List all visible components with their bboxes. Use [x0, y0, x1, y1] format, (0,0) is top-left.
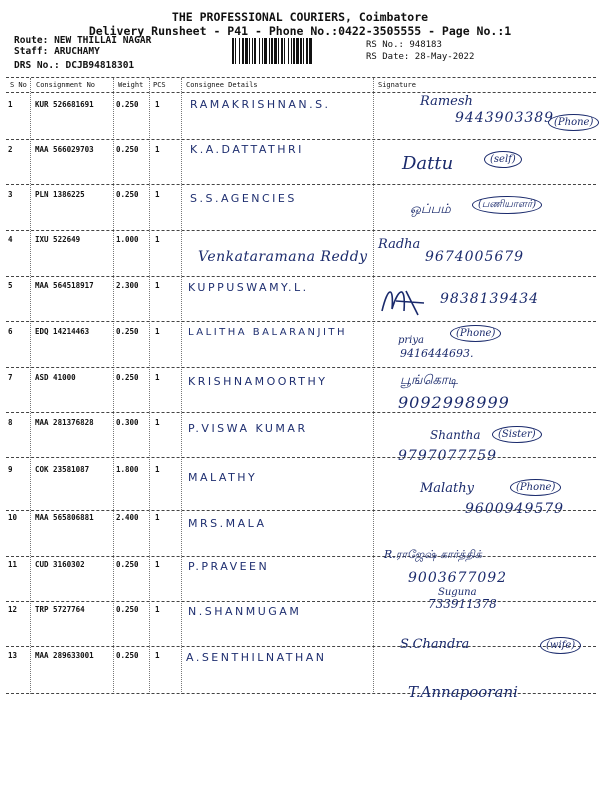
row-phone: 9600949579 [465, 501, 565, 517]
row-weight: 0.250 [116, 145, 139, 154]
row-weight: 0.250 [116, 605, 139, 614]
row-weight: 0.250 [116, 327, 139, 336]
row-phone: 9443903389 [455, 110, 555, 126]
drs-label: DRS No.: [14, 60, 60, 71]
row-weight: 0.250 [116, 651, 139, 660]
row-signature: பூங்கொடி [400, 373, 458, 388]
row-pcs: 1 [155, 513, 160, 522]
table-row [0, 465, 600, 517]
row-note: (self) [484, 151, 522, 168]
row-pcs: 1 [155, 145, 160, 154]
company-title: THE PROFESSIONAL COURIERS, Coimbatore [171, 10, 429, 24]
signature-scribble [378, 281, 430, 321]
row-pcs: 1 [155, 373, 160, 382]
row-signature: Malathy [420, 481, 474, 496]
row-signature: R.ராஜேஷ் கார்த்திக் [384, 548, 482, 561]
row-divider [6, 646, 596, 647]
staff-value: ARUCHAMY [54, 46, 100, 57]
row-sno: 5 [8, 281, 13, 290]
rs-no-label: RS No.: [366, 40, 404, 50]
row-consignee: LALITHA BALARANJITH [188, 327, 348, 338]
row-divider [6, 457, 596, 458]
row-signature: Dattu [402, 153, 454, 174]
row-signature: Suguna [438, 587, 477, 598]
header-rule-bottom [6, 92, 596, 93]
row-sno: 8 [8, 418, 13, 427]
row-pcs: 1 [155, 560, 160, 569]
row-phone: 733911378 [428, 597, 497, 611]
row-signature: Ramesh [420, 94, 473, 109]
row-consignment: MAA 289633001 [35, 651, 94, 660]
table-row [0, 281, 600, 326]
row-weight: 0.250 [116, 100, 139, 109]
table-row [0, 235, 600, 280]
row-pcs: 1 [155, 418, 160, 427]
row-note: (wife) [540, 637, 581, 654]
row-consignment: KUR 526681691 [35, 100, 94, 109]
row-consignment: ASD 41000 [35, 373, 76, 382]
rs-date-line [366, 52, 474, 62]
row-note: (பணியாளர்) [472, 196, 542, 214]
rs-no-value: 948183 [409, 40, 442, 50]
row-consignment: MAA 565806881 [35, 513, 94, 522]
footer-signature: T.Annapoorani [408, 683, 518, 701]
row-pcs: 1 [155, 465, 160, 474]
row-consignee: KUPPUSWAMY.L. [188, 281, 309, 294]
row-pcs: 1 [155, 190, 160, 199]
row-note: (Phone) [548, 114, 599, 131]
row-sno: 4 [8, 235, 13, 244]
row-sno: 7 [8, 373, 13, 382]
table-row [0, 190, 600, 235]
drs-value: DCJB94818301 [65, 60, 135, 71]
runsheet-subtitle: Delivery Runsheet - P41 - Phone No.:0422-3505555 - Page No.:1 [88, 24, 512, 38]
row-pcs: 1 [155, 327, 160, 336]
row-consignee: KRISHNAMOORTHY [188, 375, 328, 388]
col-consignment: Consignment No [36, 81, 96, 89]
row-consignee: K.A.DATTATHRI [190, 143, 304, 156]
table-row [0, 587, 600, 650]
route-line [14, 35, 151, 46]
route-label: Route: [14, 35, 49, 46]
row-pcs: 1 [155, 100, 160, 109]
row-weight: 1.000 [116, 235, 139, 244]
table-row [0, 327, 600, 372]
col-weight: Weight [118, 81, 144, 89]
row-weight: 2.300 [116, 281, 139, 290]
row-sno: 6 [8, 327, 13, 336]
row-sno: 2 [8, 145, 13, 154]
row-consignee: A.SENTHILNATHAN [186, 651, 327, 664]
col-sno: S No [10, 81, 27, 89]
barcode [232, 38, 360, 64]
rs-date-label: RS Date: [366, 52, 410, 62]
route-value: NEW THILLAI NAGAR [54, 35, 152, 46]
row-pcs: 1 [155, 605, 160, 614]
row-signature: S.Chandra [400, 637, 470, 652]
row-pcs: 1 [155, 235, 160, 244]
header-rule-top [6, 77, 596, 78]
row-consignment: PLN 1386225 [35, 190, 85, 199]
row-weight: 2.400 [116, 513, 139, 522]
row-sno: 9 [8, 465, 13, 474]
row-weight: 0.250 [116, 373, 139, 382]
row-consignment: TRP 5727764 [35, 605, 85, 614]
row-sno: 13 [8, 651, 18, 660]
row-phone: 9838139434 [440, 291, 540, 307]
row-divider [6, 367, 596, 368]
row-weight: 0.250 [116, 190, 139, 199]
row-consignment: MAA 566029703 [35, 145, 94, 154]
row-phone: 9092998999 [398, 393, 510, 412]
row-sno: 10 [8, 513, 18, 522]
drs-line [14, 60, 134, 71]
row-note: (Sister) [492, 426, 542, 443]
rs-no-line [366, 40, 442, 50]
row-consignee: P.VISWA KUMAR [188, 422, 308, 435]
row-divider [6, 184, 596, 185]
row-note: (Phone) [450, 325, 501, 342]
row-phone: 9797077759 [398, 448, 498, 464]
row-consignee: P.PRAVEEN [188, 560, 270, 573]
staff-line [14, 46, 100, 57]
col-details: Consignee Details [186, 81, 258, 89]
row-sno: 3 [8, 190, 13, 199]
row-divider [6, 139, 596, 140]
row-note: (Phone) [510, 479, 561, 496]
row-sno: 11 [8, 560, 18, 569]
row-signature: Radha [378, 237, 421, 252]
row-consignee: RAMAKRISHNAN.S. [190, 98, 331, 111]
row-divider [6, 321, 596, 322]
row-divider [6, 276, 596, 277]
row-consignee: N.SHANMUGAM [188, 605, 302, 618]
table-row [0, 548, 600, 605]
row-consignment: MAA 281376828 [35, 418, 94, 427]
row-signature: priya [398, 335, 424, 346]
row-divider [6, 510, 596, 511]
row-phone: 9003677092 [408, 570, 508, 586]
row-signature: ஒப்பம் [410, 202, 451, 217]
col-pcs: PCS [153, 81, 166, 89]
row-pcs: 1 [155, 281, 160, 290]
row-divider [6, 412, 596, 413]
row-sno: 1 [8, 100, 13, 109]
table-row [0, 513, 600, 558]
row-divider [6, 230, 596, 231]
rs-date-value: 28-May-2022 [414, 52, 475, 62]
row-phone: 9674005679 [425, 249, 525, 265]
row-consignment: IXU 522649 [35, 235, 81, 244]
row-consignment: EDQ 14214463 [35, 327, 90, 336]
row-consignee: S.S.AGENCIES [190, 192, 297, 205]
row-consignee: Venkataramana Reddy [198, 249, 368, 265]
row-sno: 12 [8, 605, 18, 614]
row-weight: 0.300 [116, 418, 139, 427]
row-weight: 1.800 [116, 465, 139, 474]
row-divider [6, 601, 596, 602]
row-consignment: MAA 564518917 [35, 281, 94, 290]
row-signature: Shantha [430, 428, 481, 442]
row-consignee: MALATHY [188, 471, 258, 484]
row-divider [6, 556, 596, 557]
row-consignee: MRS.MALA [188, 517, 267, 530]
row-consignment: CUD 3160302 [35, 560, 85, 569]
col-signature: Signature [378, 81, 416, 89]
staff-label: Staff: [14, 46, 49, 57]
row-phone: 9416444693. [400, 347, 474, 360]
row-pcs: 1 [155, 651, 160, 660]
row-weight: 0.250 [116, 560, 139, 569]
row-consignment: COK 23581087 [35, 465, 90, 474]
